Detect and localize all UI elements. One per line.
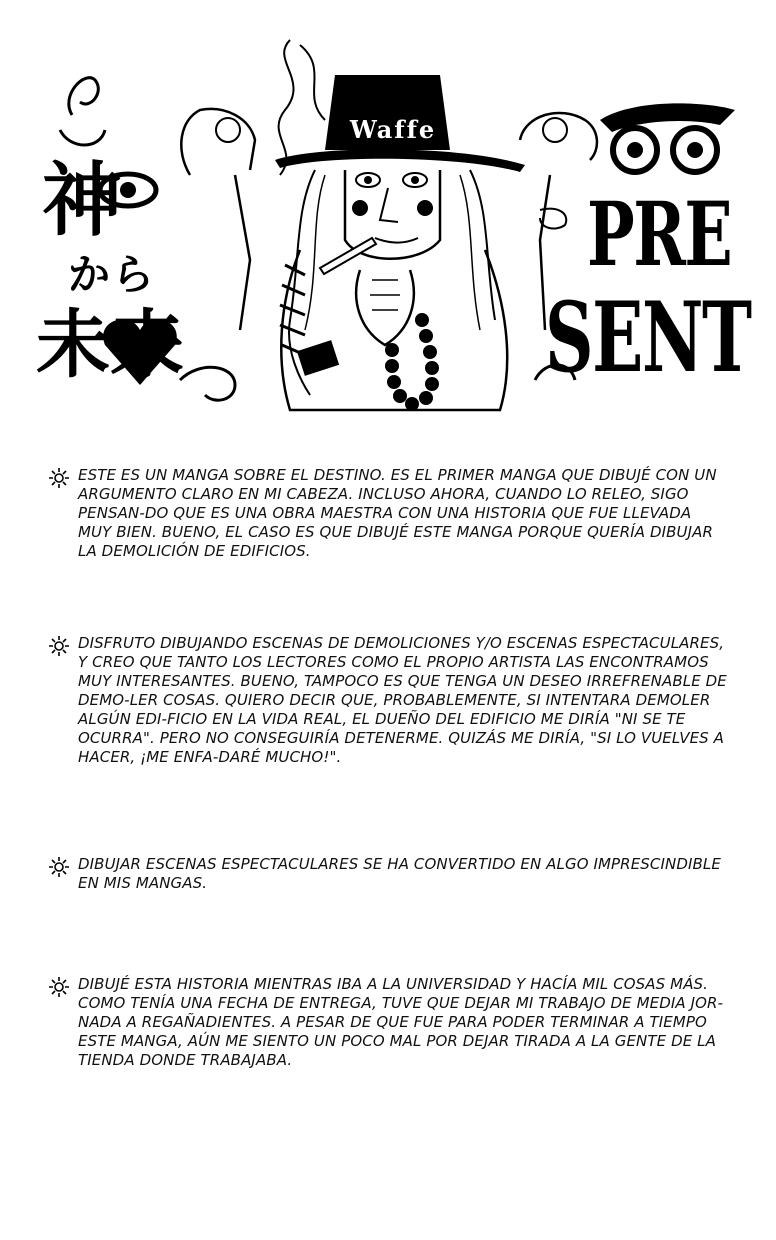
title-present-line-2: SENT (545, 281, 751, 394)
title-japanese (28, 153, 218, 390)
author-note-4-text: DIBUJÉ ESTA HISTORIA MIENTRAS IBA A LA UNIVERSIDAD Y HACÍA MIL COSAS MÁS. COMO TENÍA UNA FECHA DE ENTREGA, TUVE QUE DEJAR MI TRABAJO DE MEDIA JOR-NADA A REGAÑADIENTES. A PESAR DE QUE FUE PARA PODER TERMINAR A TIEMPO ESTE MANGA, AÚN ME SIENTO UN POCO MAL POR DEJAR TIRADA A LA GENTE DE LA TIENDA DONDE TRABAJABA. (78, 975, 724, 1069)
title-present (545, 182, 760, 394)
title-kanji-line-3: 未来 (36, 302, 184, 388)
author-note-4 (48, 975, 728, 1070)
author-note-1 (48, 466, 728, 561)
author-note-2-text: DISFRUTO DIBUJANDO ESCENAS DE DEMOLICIONES Y/O ESCENAS ESPECTACULARES, Y CREO QUE TANTO LOS LECTORES COMO EL PROPIO ARTISTA LAS ENCONTRAMOS MUY INTERESANTES. BUENO, TAMPOCO ES QUE TENGA UN DESEO IRREFRENABLE DE DEMO-LER COSAS. QUIERO DECIR QUE, PROBABLEMENTE, SI INTENTARA DEMOLER ALGÚN EDI-FICIO EN LA VIDA REAL, EL DUEÑO DEL EDIFICIO ME DIRÍA "NI SE TE OCURRA". PERO NO CONSEGUIRÍA DETENERME. QUIZÁS ME DIRÍA, "SI LO VUELVES A HACER, ¡ME ENFA-DARÉ MUCHO!". (78, 634, 727, 766)
author-note-3 (48, 855, 728, 893)
title-kanji-line-2: から (68, 250, 157, 299)
title-kanji-line-1: 神 (42, 153, 122, 247)
author-note-1-text: ESTE ES UN MANGA SOBRE EL DESTINO. ES EL PRIMER MANGA QUE DIBUJÉ CON UN ARGUMENTO CLARO EN MI CABEZA. INCLUSO AHORA, CUANDO LO RELEO, SIGO PENSAN-DO QUE ES UNA OBRA MAESTRA CON UNA HISTORIA QUE FUE LLEVADA MUY BIEN. BUENO, EL CASO ES QUE DIBUJÉ ESTE MANGA PORQUE QUERÍA DIBUJAR LA DEMOLICIÓN DE EDIFICIOS. (78, 466, 717, 560)
hat-label: Waffe (349, 115, 437, 144)
header-illustration (0, 0, 776, 430)
author-note-2 (48, 634, 728, 767)
sun-flower-icon (48, 635, 70, 657)
title-present-line-1: PRE (587, 182, 732, 286)
sun-flower-icon (48, 856, 70, 878)
author-note-3-text: DIBUJAR ESCENAS ESPECTACULARES SE HA CONVERTIDO EN ALGO IMPRESCINDIBLE EN MIS MANGAS. (78, 855, 721, 892)
sun-flower-icon (48, 467, 70, 489)
sun-flower-icon (48, 976, 70, 998)
